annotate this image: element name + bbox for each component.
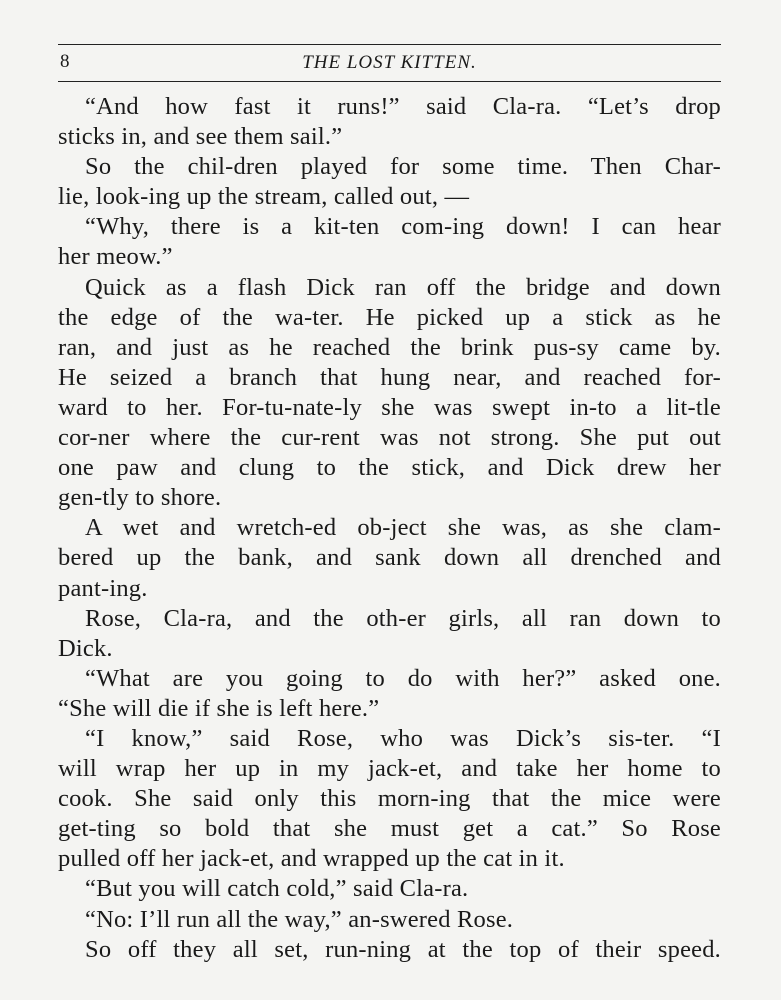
text-line: her meow.” xyxy=(58,243,173,271)
text-line: “And how fast it runs!” said Cla-ra. “Let’s drop xyxy=(85,93,721,120)
text-line: “I know,” said Rose, who was Dick’s sis-ter. “I xyxy=(85,724,721,752)
text-line: A wet and wretch-ed ob-ject she was, as she clam- xyxy=(85,514,721,542)
text-line: Dick. xyxy=(58,634,113,662)
text-line: “No: I’ll run all the way,” an-swered Rose. xyxy=(85,905,514,933)
text-line: sticks in, and see them sail.” xyxy=(58,123,343,151)
text-line: “What are you going to do with her?” asked one. xyxy=(85,664,721,692)
text-line: lie, look-ing up the stream, called out, — xyxy=(58,183,470,211)
text-line: get-ting so bold that she must get a cat.” So Rose xyxy=(58,815,721,843)
story-text xyxy=(58,92,721,965)
text-line: cook. She said only this morn-ing that the mice were xyxy=(58,785,721,813)
text-line: “Why, there is a kit-ten com-ing down! I can hear xyxy=(85,213,721,241)
text-line: “She will die if she is left here.” xyxy=(58,694,380,722)
text-line: one paw and clung to the stick, and Dick drew her xyxy=(58,454,721,482)
running-header xyxy=(58,49,721,77)
text-line: So the chil-dren played for some time. Then Char- xyxy=(85,153,721,181)
running-title: THE LOST KITTEN. xyxy=(302,52,477,73)
text-line: cor-ner where the cur-rent was not strong. She put out xyxy=(58,424,721,452)
text-line: “But you will catch cold,” said Cla-ra. xyxy=(85,875,469,903)
text-line: bered up the bank, and sank down all drenched and xyxy=(58,544,721,572)
text-line: the edge of the wa-ter. He picked up a stick as he xyxy=(58,303,721,331)
header-rule-top xyxy=(58,44,721,45)
text-line: Quick as a flash Dick ran off the bridge and down xyxy=(85,273,721,301)
text-line: will wrap her up in my jack-et, and take her home to xyxy=(58,755,721,783)
text-line: pant-ing. xyxy=(58,574,148,602)
text-line: ward to her. For-tu-nate-ly she was swept in-to a lit-tle xyxy=(58,393,721,421)
text-line: Rose, Cla-ra, and the oth-er girls, all ran down to xyxy=(85,604,721,632)
text-line: pulled off her jack-et, and wrapped up the cat in it. xyxy=(58,845,565,873)
header-rule-bottom xyxy=(58,81,721,82)
text-line: ran, and just as he reached the brink pus-sy came by. xyxy=(58,333,721,361)
text-line: He seized a branch that hung near, and reached for- xyxy=(58,363,721,391)
text-line: gen-tly to shore. xyxy=(58,484,222,512)
page-number: 8 xyxy=(60,51,70,72)
text-line: So off they all set, run-ning at the top of their speed. xyxy=(85,935,721,963)
